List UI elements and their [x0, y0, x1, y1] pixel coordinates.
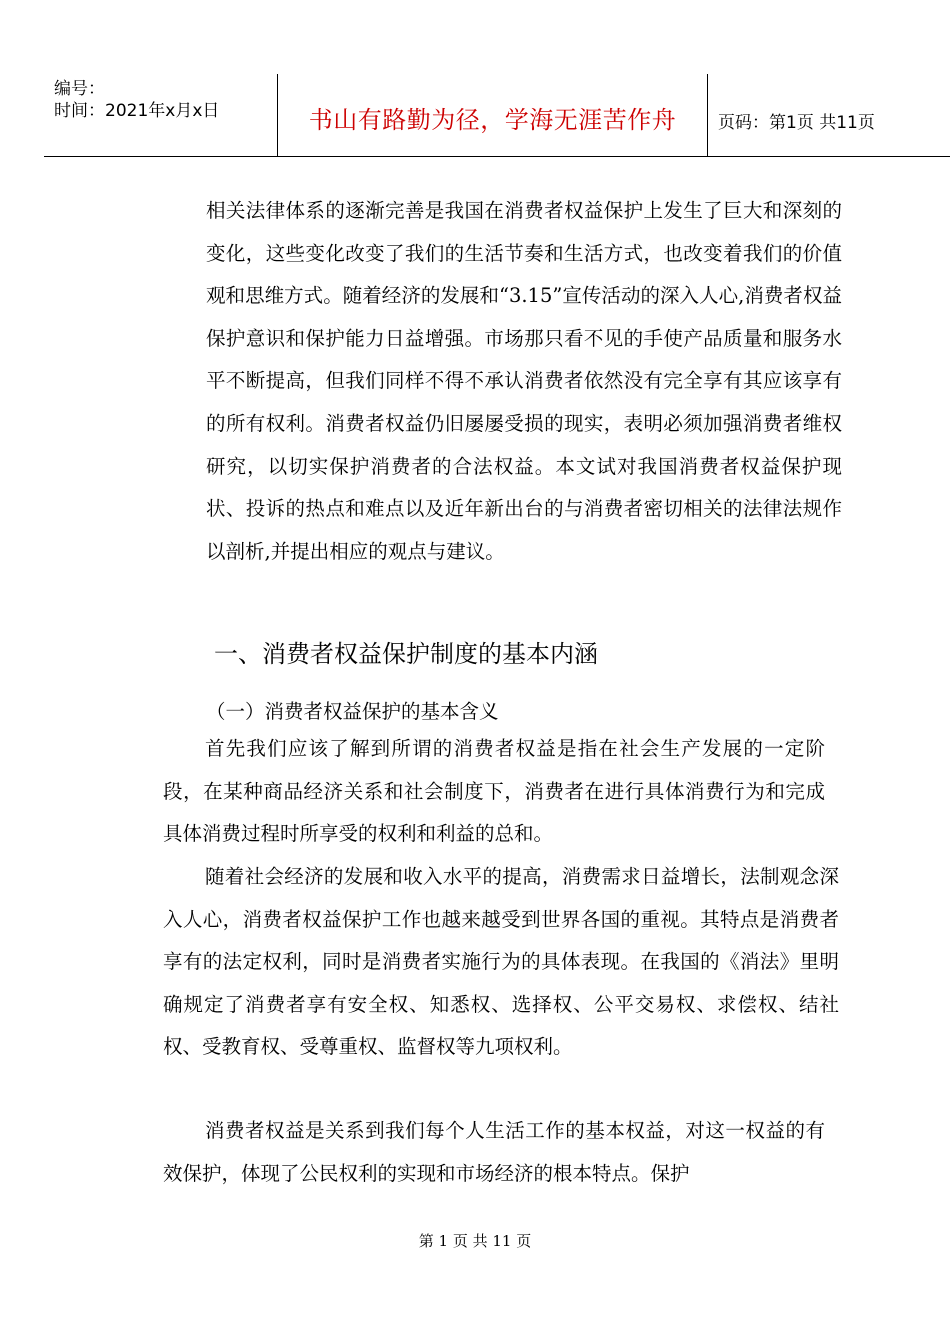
document-time-label: 时间：2021年x月x日 — [54, 101, 220, 121]
header-divider — [707, 74, 708, 156]
header-meta — [54, 78, 219, 122]
subsection-heading: （一）消费者权益保护的基本含义 — [206, 700, 499, 723]
body-paragraph: 首先我们应该了解到所谓的消费者权益是指在社会生产发展的一定阶段，在某种商品经济关系和社会制度下，消费者在进行具体消费行为和完成具体消费过程时所享受的权利和利益的总和。 — [163, 737, 825, 846]
page-footer: 第 1 页 共 11 页 — [418, 1232, 532, 1250]
page-header — [44, 74, 950, 157]
section-heading: 一、消费者权益保护制度的基本内涵 — [214, 640, 598, 668]
body-paragraph: 消费者权益是关系到我们每个人生活工作的基本权益，对这一权益的有效保护，体现了公民权利的实现和市场经济的根本特点。保护 — [163, 1119, 825, 1185]
intro-paragraph: 相关法律体系的逐渐完善是我国在消费者权益保护上发生了巨大和深刻的变化，这些变化改变了我们的生活节奏和生活方式，也改变着我们的价值观和思维方式。随着经济的发展和“3.15”宣传活动的深入人心,消费者权益保护意识和保护能力日益增强。市场那只看不见的手使产品质量和服务水平不断提高，但我们同样不得不承认消费者依然没有完全享有其应该享有的所有权利。消费者权益仍旧屡屡受损的现实，表明必须加强消费者维权研究，以切实保护消费者的合法权益。本文试对我国消费者权益保护现状、投诉的热点和难点以及近年新出台的与消费者密切相关的法律法规作以剖析,并提出相应的观点与建议。 — [206, 199, 842, 563]
header-page-info: 页码：第1页 共11页 — [718, 113, 875, 133]
body-paragraph: 随着社会经济的发展和收入水平的提高，消费需求日益增长，法制观念深入人心，消费者权益保护工作也越来越受到世界各国的重视。其特点是消费者享有的法定权利，同时是消费者实施行为的具体表现。在我国的《消法》里明确规定了消费者享有安全权、知悉权、选择权、公平交易权、求偿权、结社权、受教育权、受尊重权、监督权等九项权利。 — [163, 865, 839, 1059]
header-motto: 书山有路勤为径，学海无涯苦作舟 — [308, 106, 677, 134]
document-number-label: 编号： — [54, 79, 105, 99]
